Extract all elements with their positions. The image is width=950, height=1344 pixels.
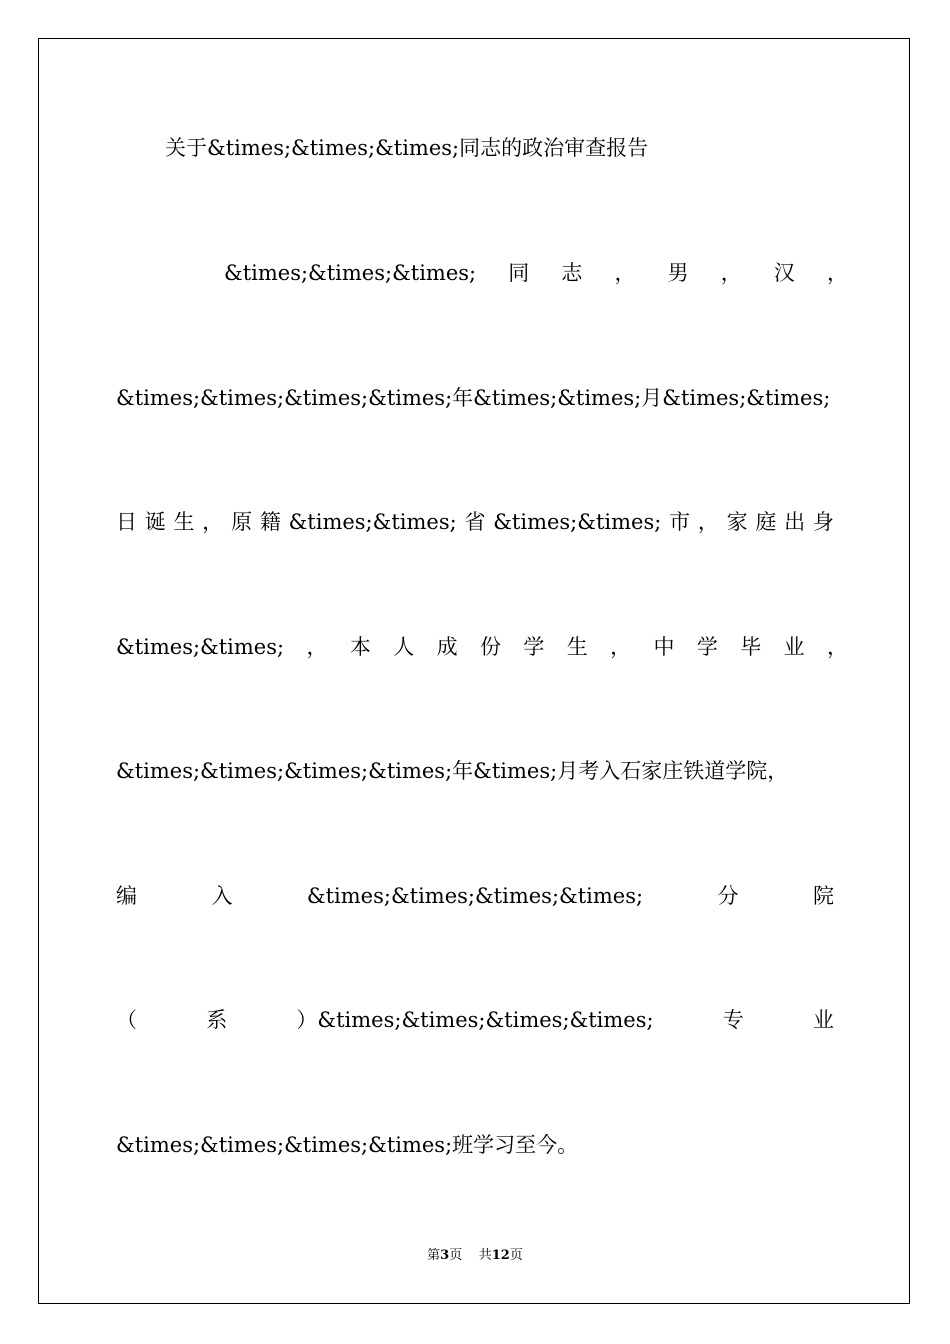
paragraph-line-6 [116,882,834,910]
paragraph-line-5: &times;&times;&times;&times;年&times;月考入石家庄铁道学院， [116,759,789,783]
text-segment: 编 [116,884,137,908]
paragraph-line-7 [116,1006,834,1034]
text-segment: 日 [116,510,137,534]
text-segment: 身 [812,510,834,534]
text-segment: 院 [812,884,834,908]
text-segment: ， [697,510,719,534]
total-prefix: 共 [478,1248,492,1263]
text-segment: 入 [211,884,233,908]
text-segment: &times;&times; [493,510,662,534]
text-segment: ， [614,261,636,285]
text-segment: ， [306,635,328,659]
text-segment: 诞 [144,510,166,534]
text-segment: 庭 [755,510,777,534]
paragraph-line-8: &times;&times;&times;&times;班学习至今。 [116,1133,579,1157]
text-segment: 志 [561,261,583,285]
text-segment: 原 [231,510,253,534]
page-suffix: 页 [449,1248,463,1263]
text-segment: 省 [464,510,486,534]
page-frame [38,38,910,1304]
paragraph-line-3 [116,508,834,536]
paragraph-line-4 [116,633,848,661]
text-segment: 中 [653,635,675,659]
text-segment: 市 [669,510,691,534]
text-segment: 学 [523,635,545,659]
text-segment: 男 [667,261,689,285]
total-pages: 12 [491,1248,510,1263]
text-segment: （ [116,1008,137,1032]
text-segment: 系 [206,1008,228,1032]
text-segment: ， [610,635,632,659]
text-segment: &times;&times;&times; [224,261,477,285]
text-segment: ， [827,261,848,285]
page-prefix: 第 [427,1248,441,1263]
paragraph-line-1 [224,259,848,287]
text-segment: ， [826,635,848,659]
text-segment: 人 [393,635,415,659]
text-segment: 份 [479,635,501,659]
text-segment: 毕 [740,635,762,659]
text-segment: 业 [783,635,805,659]
text-segment: 本 [349,635,371,659]
text-segment: 汉 [773,261,795,285]
text-segment: 分 [717,884,739,908]
text-segment: ， [720,261,742,285]
text-segment: 学 [696,635,718,659]
text-segment: ）&times;&times;&times;&times; [296,1008,654,1032]
text-segment: 专 [722,1008,744,1032]
text-segment: 生 [173,510,195,534]
document-title: 关于&times;&times;&times;同志的政治审查报告 [165,136,649,160]
text-segment: 业 [812,1008,834,1032]
text-segment: &times;&times; [116,635,285,659]
text-segment: 同 [508,261,530,285]
total-suffix: 页 [509,1248,523,1263]
text-segment: 籍 [259,510,281,534]
text-segment: 家 [726,510,748,534]
paragraph-line-2: &times;&times;&times;&times;年&times;&times;月&times;&times; [116,386,831,410]
text-segment: 生 [566,635,588,659]
text-segment: 出 [784,510,806,534]
text-segment: &times;&times; [288,510,457,534]
text-segment: 成 [436,635,458,659]
page-footer [0,1247,950,1265]
text-segment: &times;&times;&times;&times; [306,884,644,908]
text-segment: ， [202,510,224,534]
page-number: 3 [440,1248,450,1263]
